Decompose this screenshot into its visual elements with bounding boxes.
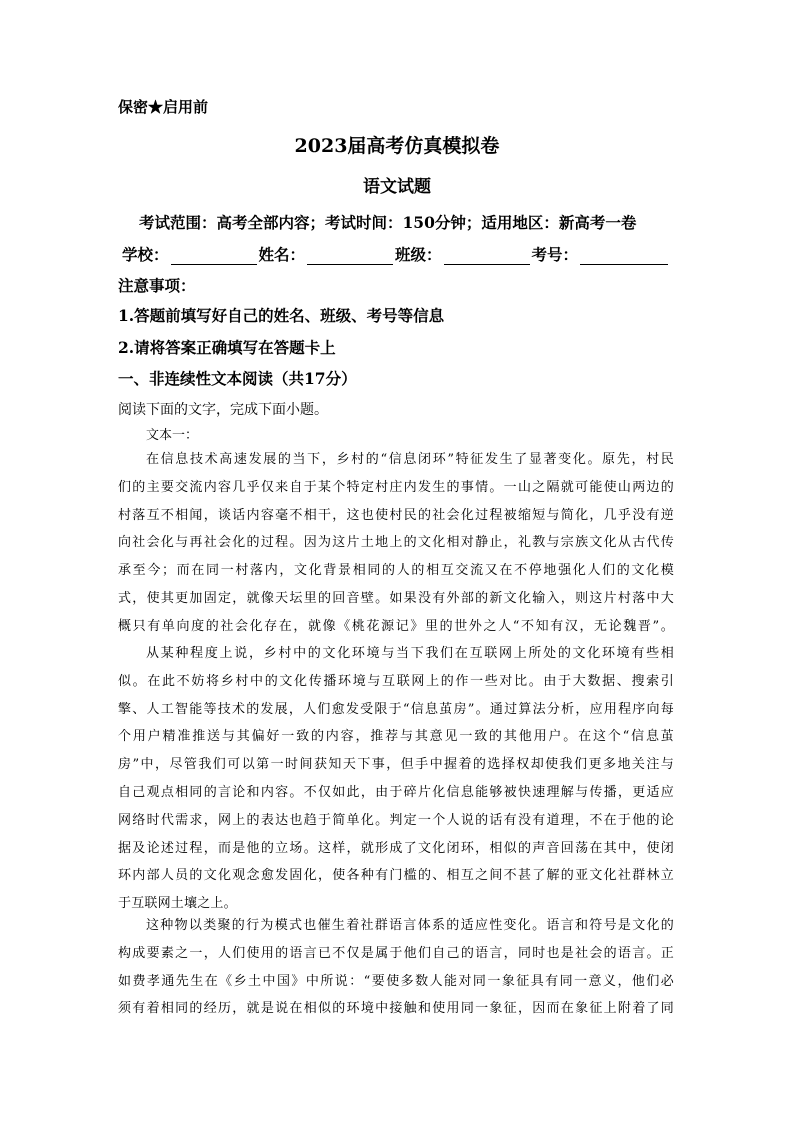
class-label: 班级： [395, 245, 442, 264]
passage-line: 式，使其更加固定，就像天坛里的回音壁。如果没有外部的新文化输入，则这片村落中大 [118, 590, 674, 606]
passage-paragraph-2 [118, 640, 674, 918]
section-instruction: 阅读下面的文字，完成下面小题。 [118, 402, 328, 418]
exam-title: 2023届高考仿真模拟卷 [294, 135, 500, 157]
text-one-label: 文本一： [146, 428, 199, 443]
student-info-fields [122, 243, 670, 265]
school-blank[interactable] [171, 247, 257, 265]
passage-line: 概只有单向度的社会化存在，就像《桃花源记》里的世外之人“不知有汉，无论魏晋”。 [118, 618, 674, 634]
passage-line: 这种物以类聚的行为模式也催生着社群语言体系的适应性变化。语言和符号是文化的 [146, 918, 674, 933]
notice-title: 注意事项： [118, 276, 196, 295]
exam-scope: 考试范围：高考全部内容；考试时间：150分钟；适用地区：新高考一卷 [139, 213, 637, 232]
passage-line: 村落互不相闻，谈话内容毫不相干，这也使村民的社会化过程被缩短与简化，几乎没有逆 [118, 507, 674, 523]
school-label: 学校： [122, 245, 169, 264]
passage-line: 在信息技术高速发展的当下，乡村的“信息闭环”特征发生了显著变化。原先，村民 [146, 452, 674, 467]
passage-line: 似。在此不妨将乡村中的文化传播环境与互联网上的作一些对比。由于大数据、搜索引 [118, 673, 674, 689]
notice-item-1: 1.答题前填写好自己的姓名、班级、考号等信息 [118, 306, 445, 325]
passage-line: 承至今；而在同一村落内，文化背景相同的人的相互交流又在不停地强化人们的文化模 [118, 563, 674, 579]
passage-line: 个用户精准推送与其偏好一致的内容，推荐与其意见一致的其他用户。在这个“信息茧 [118, 729, 674, 745]
name-label: 姓名： [258, 245, 306, 264]
notice-item-2: 2.请将答案正确填写在答题卡上 [118, 338, 336, 357]
passage-line: 于互联网土壤之上。 [118, 896, 237, 912]
passage-line: 构成要素之一，人们使用的语言已不仅是属于他们自己的语言，同时也是社会的语言。正 [118, 945, 674, 961]
passage-line: 如费孝通先生在《乡土中国》中所说：“要使多数人能对同一象征具有同一意义，他们必 [118, 973, 674, 989]
passage-line: 环内部人员的文化观念愈发固化，使各种有门槛的、相互之间不甚了解的亚文化社群林立 [118, 868, 674, 884]
passage-paragraph-1 [118, 446, 674, 641]
class-blank[interactable] [444, 247, 530, 265]
passage-line: 网络时代需求，网上的表达也趋于简单化。判定一个人说的话有没有道理，不在于他的论 [118, 812, 674, 828]
number-label: 考号： [531, 245, 579, 264]
passage-line: 擎、人工智能等技术的发展，人们愈发受限于“信息茧房”。通过算法分析，应用程序向每 [118, 701, 674, 717]
passage-line: 们的主要交流内容几乎仅来自于某个特定村庄内发生的事情。一山之隔就可能使山两边的 [118, 479, 674, 495]
number-blank[interactable] [580, 247, 668, 265]
passage-line: 向社会化与再社会化的过程。因为这片土地上的文化相对静止，礼教与宗族文化从古代传 [118, 535, 674, 551]
passage-line: 据及论述过程，而是他的立场。这样，就形成了文化闭环，相似的声音回荡在其中，使闭 [118, 840, 674, 856]
confidential-label: 保密★启用前 [118, 98, 209, 116]
section-heading: 一、非连续性文本阅读（共17分） [118, 369, 357, 388]
passage-paragraph-3 [118, 912, 674, 1023]
passage-line: 从某种程度上说，乡村中的文化环境与当下我们在互联网上所处的文化环境有些相 [146, 646, 674, 661]
passage-line: 房”中，尽管我们可以第一时间获知天下事，但手中握着的选择权却使我们更多地关注与 [118, 757, 674, 773]
passage-line: 须有着相同的经历，就是说在相似的环境中接触和使用同一象征，因而在象征上附着了同 [118, 1001, 674, 1017]
passage-line: 自己观点相同的言论和内容。不仅如此，由于碎片化信息能够被快速理解与传播，更适应 [118, 784, 674, 800]
exam-subtitle: 语文试题 [363, 177, 431, 197]
name-blank[interactable] [307, 247, 393, 265]
